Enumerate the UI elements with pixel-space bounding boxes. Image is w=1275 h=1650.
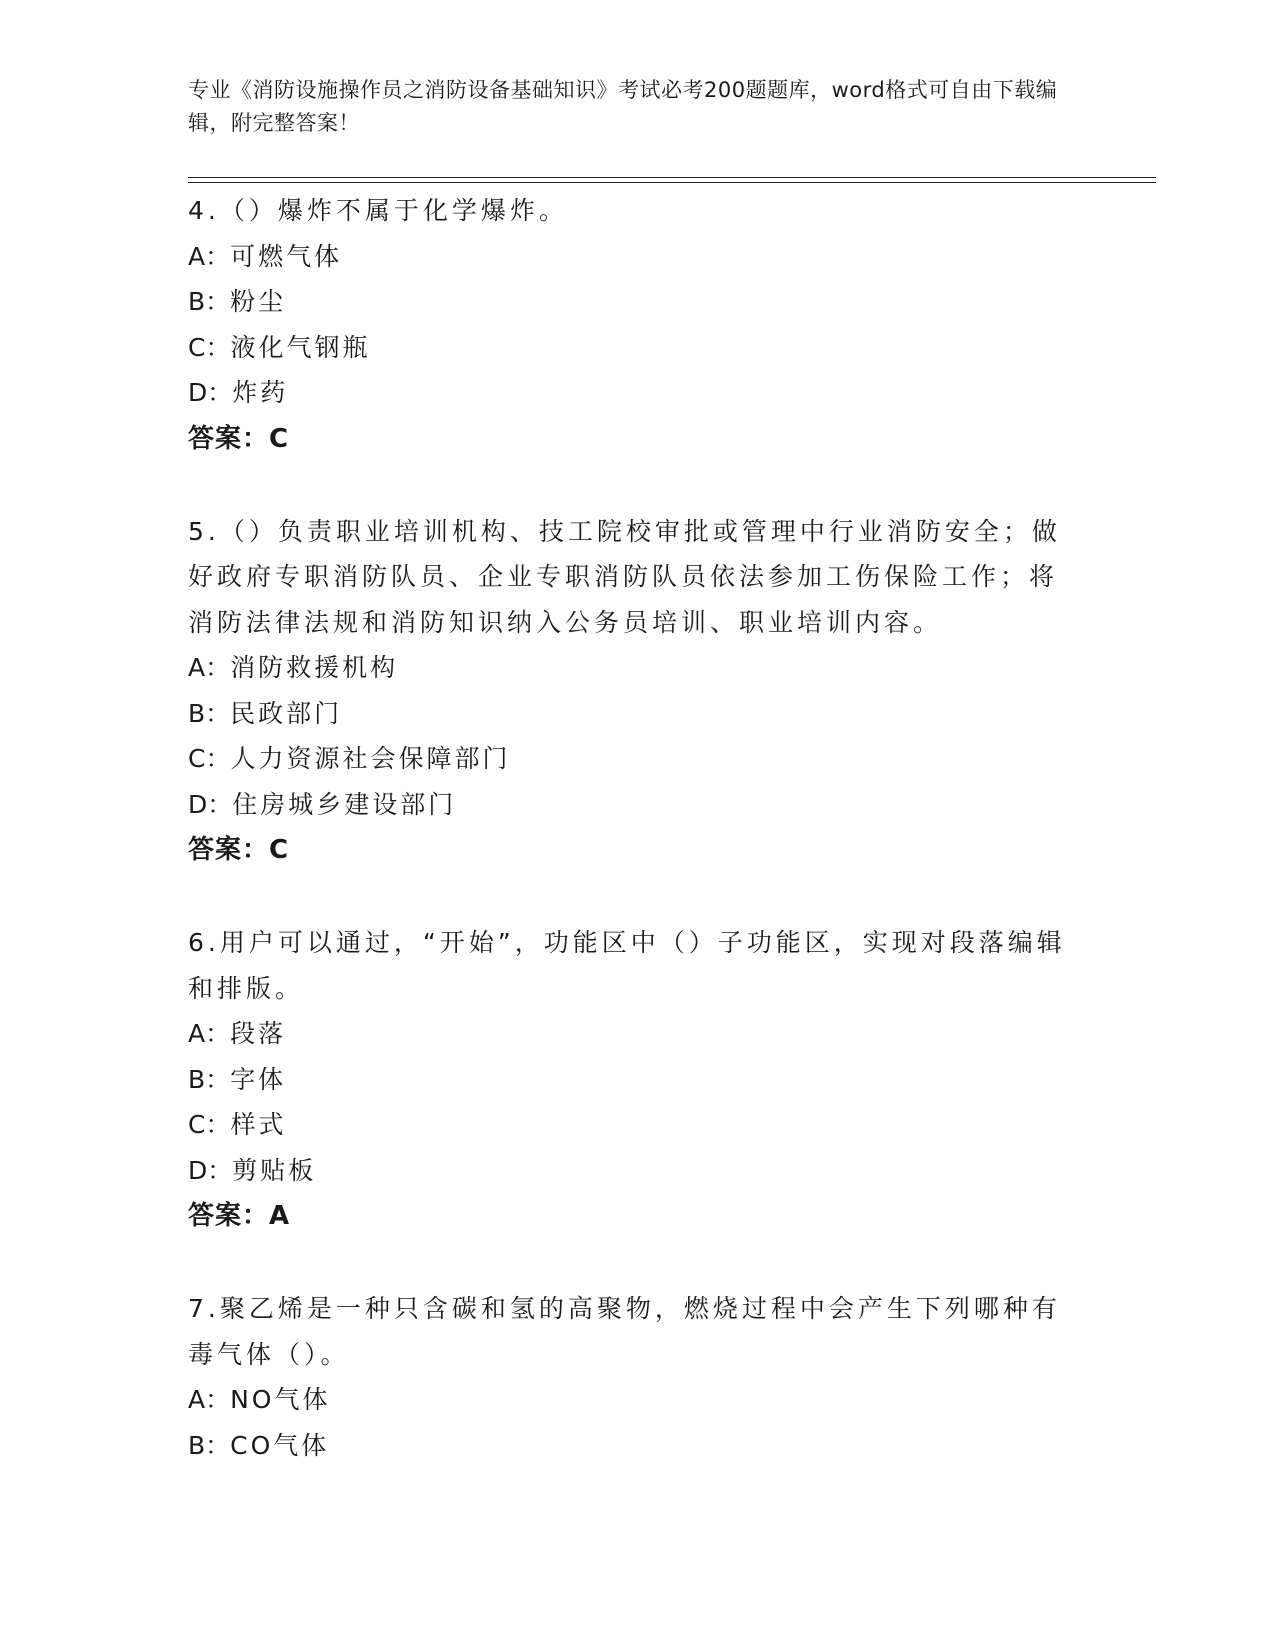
document-header: 专业《消防设施操作员之消防设备基础知识》考试必考200题题库，word格式可自由下载编辑，附完整答案！ [188,78,1058,135]
option-text: CO气体 [230,1430,330,1460]
question-stem: 7.聚乙烯是一种只含碳和氢的高聚物，燃烧过程中会产生下列哪种有毒气体（）。 [188,1294,1061,1369]
answer-line: 答案：C [188,423,290,454]
option-key: A： [188,653,231,682]
option-text: 人力资源社会保障部门 [230,744,511,773]
option-key: B： [188,698,231,728]
option-a [188,645,1068,691]
answer-line: 答案：C [188,835,290,865]
question-stem: 4.（）爆炸不属于化学爆炸。 [188,196,568,225]
option-key: A： [188,1019,231,1048]
question-5 [188,509,1068,874]
option-d [188,370,1068,416]
question-4 [188,188,1068,462]
option-text: 粉尘 [230,287,287,316]
header-divider-top [188,177,1156,178]
question-stem: 6.用户可以通过，“开始”，功能区中（）子功能区，实现对段落编辑和排版。 [188,928,1066,1003]
option-key: D： [188,789,233,819]
question-stem: 5.（）负责职业培训机构、技工院校审批或管理中行业消防安全；做好政府专职消防队员、企业专职消防队员依法参加工伤保险工作；将消防法律法规和消防知识纳入公务员培训、职业培训内容。 [188,516,1061,637]
option-c [188,325,1068,371]
option-text: 可燃气体 [230,241,343,271]
option-key: C： [188,744,231,773]
option-text: 段落 [230,1019,287,1048]
option-text: 样式 [230,1110,287,1139]
option-b [188,691,1068,737]
option-key: A： [188,1385,231,1414]
option-a [188,234,1068,280]
option-d [188,782,1068,828]
option-text: 消防救援机构 [230,653,399,682]
option-text: 字体 [230,1064,287,1094]
option-a [188,1011,1068,1057]
option-text: NO气体 [230,1385,331,1414]
option-text: 炸药 [232,378,289,407]
answer-line: 答案：A [188,1201,291,1231]
option-c [188,736,1068,782]
option-text: 住房城乡建设部门 [232,789,457,819]
option-key: D： [188,1155,233,1185]
option-text: 民政部门 [230,698,343,728]
option-key: B： [188,287,231,316]
option-key: A： [188,241,231,271]
question-7 [188,1286,1068,1468]
option-text: 剪贴板 [232,1155,317,1185]
option-d [188,1148,1068,1194]
option-key: D： [188,378,233,407]
option-key: B： [188,1064,231,1094]
header-divider-bottom [188,182,1156,183]
option-key: C： [188,332,231,362]
option-b [188,1423,1068,1469]
question-6 [188,920,1068,1239]
option-a [188,1377,1068,1423]
option-key: B： [188,1430,231,1460]
option-key: C： [188,1110,231,1139]
option-text: 液化气钢瓶 [230,332,371,362]
question-list [188,188,1068,1515]
option-b [188,279,1068,325]
option-b [188,1057,1068,1103]
option-c [188,1102,1068,1148]
